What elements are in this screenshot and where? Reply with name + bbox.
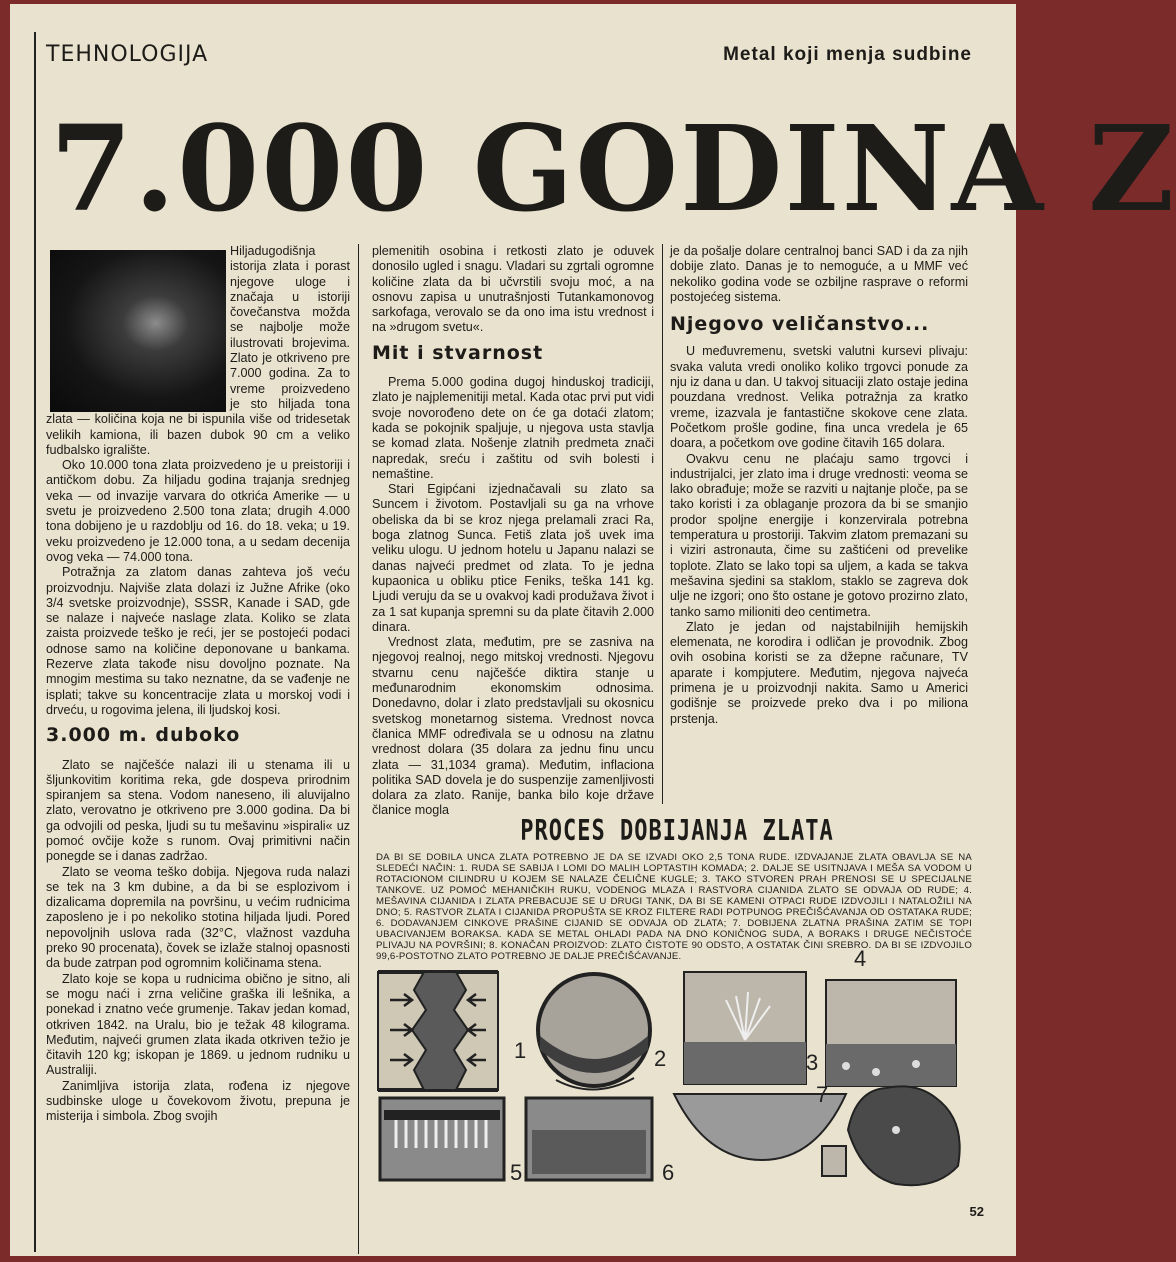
step-1-crusher bbox=[378, 972, 498, 1090]
photo-spacer bbox=[46, 244, 230, 408]
col3-paragraph: Ovakvu cenu ne plaćaju samo trgovci i industrijalci, jer zlato ima i druge vrednosti: veoma se lako obrađuje; može se razviti u najtanje ploče, pa se tako koristi i za oblaganje prozora da bi se smanjio prodor spoljne energije i konzervirala potrebna temperatura u prostoriji. Takvim zlatom premazani su i viziri astronauta, čime su zaštićeni od prevelike toplote. Zlato se lako topi sa uljem, a kada se takva mešavina sjedini sa staklom, staklo se zagreva dok ulje ne izgori; ono što ostane je gotovo prozirno zlato, tanko samo milioniti deo centimetra. bbox=[670, 451, 968, 619]
step-label: 5 bbox=[510, 1160, 523, 1185]
hand-with-gold bbox=[848, 1086, 960, 1185]
step-3-tank bbox=[684, 972, 806, 1084]
col1-paragraph: Zlato se najčešće nalazi ili u stenama ili u šljunkovitim koritima reka, gde dospeva prirodnim spiranjem sa stena. Vodom naneseno, ili aluvijalno zlato, verovatno je otkriveno pre 3.000 godina. Da bi ga odvojili od peska, ljudi su tu mešavinu »ispirali« uz pomoć ovčije kože s runom. Ovaj primitivni način ponegde se i danas zadržao. bbox=[46, 757, 350, 864]
process-illustration bbox=[376, 946, 976, 1200]
step-2-cylinder bbox=[538, 974, 650, 1090]
column-rule-2 bbox=[662, 244, 663, 804]
step-label: 7 bbox=[816, 1082, 829, 1107]
kicker: Metal koji menja sudbine bbox=[723, 44, 972, 65]
col2-paragraph: plemenitih osobina i retkosti zlato je oduvek donosilo ugled i snagu. Vladari su zgrtali ogromne količine zlata da bi učvrstili svoju moć, a na osnovu zapisa u unutrašnjosti Tutankamonovog sarkofaga, verovalo se da ono ima istu vrednost i na »drugom svetu«. bbox=[372, 244, 654, 335]
col1-paragraph: Oko 10.000 tona zlata proizvedeno je u preistoriji i antičkom dobu. Za hiljadu godina trajanja srednjeg veka — od invazije varvara do otkrića Amerike — u svetu je proizvedeno 2.500 tona zlata; drugih 4.000 tona dobijeno je u razdoblju od 16. do 18. veka; u 19. veku proizvedeno je 12.000 tona, a u sedam decenija ovog veka — 74.000 tona. bbox=[46, 458, 350, 564]
step-label: 3 bbox=[806, 1050, 819, 1075]
magazine-page bbox=[10, 4, 1176, 1256]
column-rule-1 bbox=[358, 244, 359, 1254]
step-5-filter bbox=[380, 1098, 504, 1180]
subhead-depth: 3.000 m. duboko bbox=[46, 724, 241, 747]
column-1 bbox=[46, 244, 350, 1125]
col1-paragraph: Zlato se veoma teško dobija. Njegova ruda nalazi se tek na 3 km dubine, a da bi se esplozivom i dizalicama dopremila na površinu, u većim rudnicima zaposleno je i po nekoliko stotina hiljada ljudi. Pored nepovoljnih uslova rada (32°C, vlažnost vazduha preko 90 procenata), čovek se izlaže stalnoj opasnosti da bude zatrpan pod ogromnim količinama stena. bbox=[46, 864, 350, 971]
step-4-tank bbox=[826, 980, 956, 1086]
col1-paragraph: Zlato koje se kopa u rudnicima obično je sitno, ali se mogu naći i zrna veličine graška ili lešnika, a ponekad i znatno veće grumenje. Takav jedan komad, otkriven 1842. na Uralu, bio je težak 48 kilograma. Međutim, najveći grumen zlata ikada otkriven težio je čitavih 120 kg; iskopan je 1869. u jednom rudniku u Australiji. bbox=[46, 971, 350, 1078]
left-margin-rule bbox=[34, 32, 36, 1252]
step-label: 4 bbox=[854, 946, 867, 971]
intro-paragraph: Hiljadugodišnja istorija zlata i porast njegove uloge i značaja u istoriji čovečanstva možda se najbolje može ilustrovati brojevima. Zlato je otkriveno pre 7.000 godina. Za to vreme proizvedeno je sto hiljada tona zlata — količina koja ne bi ispunila više od tridesetak velikih kamiona, ili bazen dubok 90 cm a veliko fudbalsko igralište. bbox=[46, 244, 350, 457]
subhead-myth: Mit i stvarnost bbox=[372, 341, 544, 364]
step-6-tank bbox=[526, 1098, 652, 1180]
subhead-majesty: Njegovo veličanstvo... bbox=[670, 313, 930, 336]
page-number: 52 bbox=[969, 1204, 984, 1219]
step-label: 2 bbox=[654, 1046, 667, 1071]
col3-paragraph: Zlato je jedan od najstabilnijih hemijskih elemenata, ne korodira i odličan je provodnik. Zbog ovih osobina koristi se za džepne računare, TV aparate i kompjutere. Međutim, njegova najveća primena je u proizvodnji nakita. Samo u Americi godišnje se proizvede preko dva i po miliona prstenja. bbox=[670, 619, 968, 726]
step-label: 1 bbox=[514, 1038, 527, 1063]
col2-paragraph: Stari Egipćani izjednačavali su zlato sa Suncem i životom. Postavljali su ga na vrhove obeliska da bi se kroz njega prelamali zraci Ra, boga zlatnog Sunca. Fetiš zlata još uvek ima veliku ulogu. U jednom hotelu u Japanu nalazi se danas najveći predmet od zlata. To je jedna kupaonica u obliku ptice Feniks, teška 141 kg. Ljudi veruju da se u ovakvoj kadi produžava život i za 1 sat kupanja spremni su da plate čitavih 2.000 dinara. bbox=[372, 482, 654, 634]
col1-paragraph: Potražnja za zlatom danas zahteva još veću proizvodnju. Najviše zlata dolazi iz Južne Afrike (oko 3/4 svetske proizvodnje), SSSR, Kanade i SAD, gde se nalaze i najveće naslage zlata. Koliko se zlata zaista proizvede teško je reći, jer se postojeći podaci odnose samo na količine deponovane u bankama. Rezerve zlata takođe nisu dovoljno poznate. Na mnogim mestima su tako neznatne, da se vađenje ne isplati; takve su koncentracije zlata u morskoj vodi i drveću, u rogovima jelena, ili ljudskoj kosi. bbox=[46, 565, 350, 717]
process-text: DA BI SE DOBILA UNCA ZLATA POTREBNO JE DA SE IZVADI OKO 2,5 TONA RUDE. IZDVAJANJE ZLATA OBAVLJA SE NA SLEDEĆI NAČIN: 1. RUDA SE SABIJA I LOMI DO MALIH LOPTASTIH KOMADA; 2. DALJE SE USITNJAVA I MEŠA SA VODOM U ROTACIONOM CILINDRU U KOJEM SE NALAZE ČELIČNE KUGLE; 3. TAKO STVOREN PRAH PRENOSI SE U SPECIJALNE TANKOVE. UZ POMOĆ MEHANIČKIH RUKU, VODENOG MLAZA I RASTVORA CIJANIDA ZLATO SE ODVAJA OD RUDE; 4. MEŠAVINA CIJANIDA I ZLATA PREBACUJE SE U DRUGI TANK, DA BI SE KAMENI OTPACI RUDE IZDVOJILI I NATALOŽILI NA DNO; 5. RASTVOR ZLATA I CIJANIDA PROPUŠTA SE KROZ FILTERE RADI POTPUNOG PREČIŠĆAVANJA OD OSTATAKA RUDE; 6. DODAVANJEM CINKOVE PRAŠINE CIJANID SE ODVAJA OD ZLATA; 7. DOBIJENA ZLATNA PRAŠINA ZATIM SE TOPI UBACIVANJEM BORAKSA. KADA SE METAL OHLADI PADA NA DNO KONIČNOG SUDA, A BORAKS I DRUGE NEČISTOĆE PLIVAJU NA POVRŠINI; 8. KONAČAN PROIZVOD: ZLATO ČISTOTE 90 ODSTO, A OSTATAK ČINI SREBRO. DA BI SE IZDVOJILO 99,6-POSTOTNO ZLATO POTREBNO JE DALJE PREČIŠĆAVANJE. bbox=[376, 852, 972, 962]
section-label: TEHNOLOGIJA bbox=[46, 42, 209, 67]
process-title: PROCES DOBIJANJA ZLATA bbox=[520, 815, 834, 848]
col2-paragraph: Vrednost zlata, međutim, pre se zasniva na njegovoj realnoj, nego mitskoj vrednosti. Njegovu stvarnu cenu najčešće diktira stanje u međunarodnim ekonomskim odnosima. Donedavno, dolar i zlato predstavljali su okosnicu svetskog monetarnog sistema. Vrednost novca članica MMF određivala se u odnosu na zlatnu vrednost dolara (35 dolara za jednu finu uncu zlata — 31,1034 grama). Međutim, inflaciona politika SAD dovela je do suspenzije zamenljivosti dolara za zlato. Ranije, banka bilo koje države članice mogla bbox=[372, 635, 654, 818]
col3-paragraph: je da pošalje dolare centralnoj banci SAD i da za njih dobije zlato. Danas je to nemoguće, a u MMF već nekoliko godina vode se ozbiljne rasprave o reformi postojećeg sistema. bbox=[670, 244, 968, 304]
column-2 bbox=[372, 244, 654, 819]
col2-paragraph: Prema 5.000 godina dugoj hinduskoj tradiciji, zlato je najplemenitiji metal. Kada otac prvi put vidi svoje novorođeno dete on će ga dotaći zlatom; kada se pokojnik spaljuje, u njegova usta stavlja se komad zlata. Nošenje zlatnih predmeta znači napredak, sreću i zaštitu od svih bolesti i nemaštine. bbox=[372, 375, 654, 481]
col1-paragraph: Zanimljiva istorija zlata, rođena iz njegove sudbinske uloge u čovekovom životu, prepuna je misterija i simbola. Zbog svojih bbox=[46, 1078, 350, 1124]
step-label: 6 bbox=[662, 1160, 675, 1185]
headline: 7.000 GODINA Z bbox=[50, 99, 1176, 238]
col3-paragraph: U međuvremenu, svetski valutni kursevi plivaju: svaka valuta vredi onoliko koliko trgovci ponude za nju iz dana u dan. U takvoj situaciji zlato ostaje jedina pouzdana vrednost. Velika potražnja za kratko vreme, izazvala je fantastične skokove cene zlata. Početkom prošle godine, fina unca vredela je 65 doara, a početkom ove godine čitavih 165 dolara. bbox=[670, 344, 968, 451]
column-3 bbox=[670, 244, 968, 727]
